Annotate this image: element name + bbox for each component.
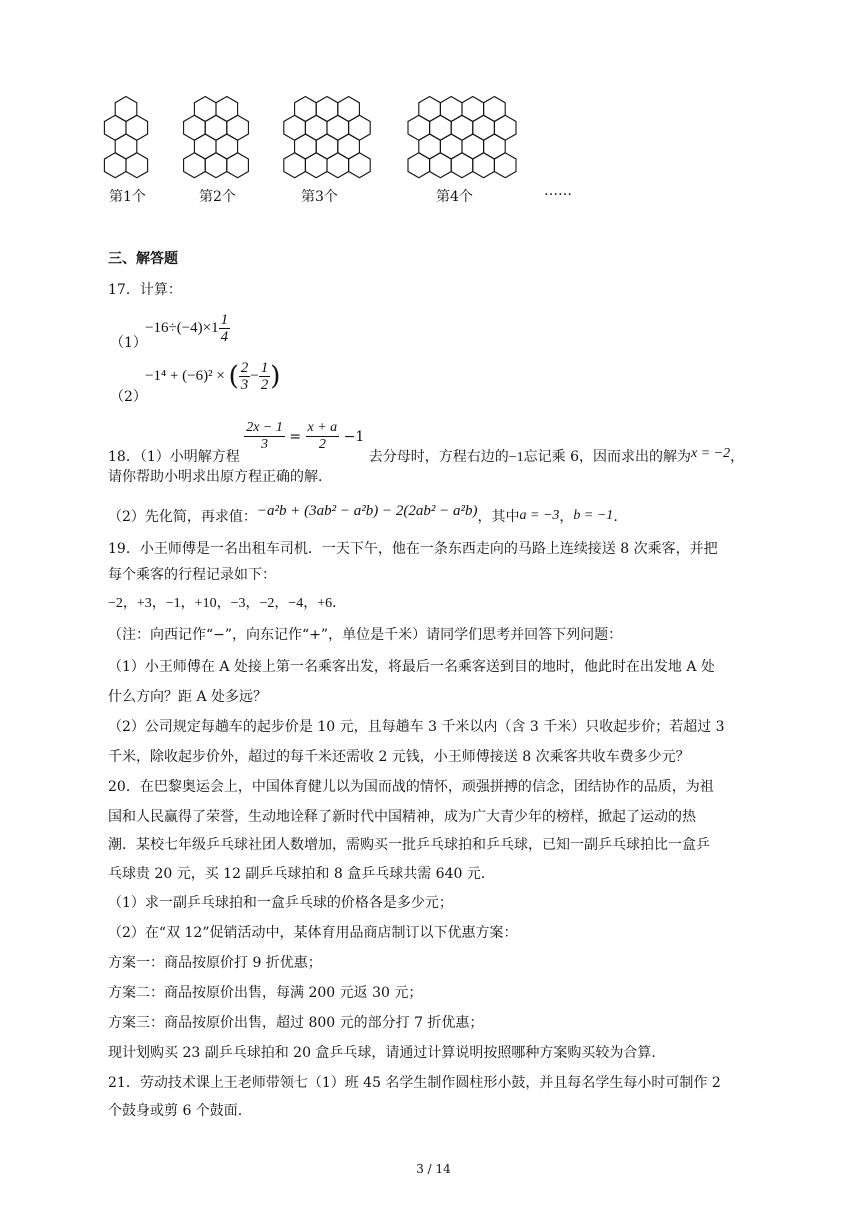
figure-1 bbox=[104, 97, 147, 178]
q18-frac2 bbox=[306, 420, 340, 453]
q17-p2-f2-num: 1 bbox=[260, 360, 269, 376]
q18-part2 bbox=[108, 500, 618, 525]
q20-line2: 国和人民赢得了荣誉，生动地诠释了新时代中国精神，成为广大青少年的榜样，掀起了运动的热 bbox=[108, 809, 696, 825]
q18-p2-a-value: a = −3 bbox=[519, 508, 560, 523]
q20-line7: 方案一：商品按原价打 9 折优惠； bbox=[108, 955, 322, 971]
hexagon-cell bbox=[327, 153, 349, 178]
q18-text-a: 18．（1）小明解方程 bbox=[108, 448, 240, 465]
hexagon-cell bbox=[227, 153, 249, 178]
q18-text-b: 去分母时，方程右边的 bbox=[368, 448, 509, 465]
q18-p2-period: . bbox=[613, 509, 618, 525]
q17-part2-expr: −1⁴ + (−6)² × ( $\frac{2}{3}$ − $\frac{1}{2}$ ) bbox=[145, 360, 281, 393]
q20-line3: 潮．某校七年级乒乓球社团人数增加，需购买一批乒乓球拍和乒乓球，已知一副乒乓球拍比一盒乒 bbox=[108, 837, 710, 853]
q17-p2-f1-den: 3 bbox=[240, 377, 249, 393]
q20-line8: 方案二：商品按原价出售，每满 200 元返 30 元； bbox=[108, 985, 423, 1001]
q17-p2-f2-den: 2 bbox=[260, 377, 269, 393]
hexagon-cell bbox=[430, 153, 452, 178]
figure-caption-2: 第2个 bbox=[199, 189, 236, 205]
q20-line4: 乓球贵 20 元，买 12 副乒乓球拍和 8 盒乒乓球共需 640 元． bbox=[108, 866, 495, 882]
q18-p2-expr: −a²b + (3ab² − a²b) − 2(2ab² − a²b) bbox=[256, 503, 478, 519]
q18-text-d: ， bbox=[730, 448, 745, 465]
q19-line2: 每个乘客的行程记录如下： bbox=[108, 567, 276, 583]
q17-p2-f1-num: 2 bbox=[240, 360, 249, 376]
q19-line1: 19．小王师傅是一名出租车司机．一天下午，他在一条东西走向的马路上连续接送 8 次乘客，并把 bbox=[108, 541, 718, 557]
hexagon-cell bbox=[473, 153, 495, 178]
q18-f2-den: 2 bbox=[318, 437, 326, 452]
q19-line6: 什么方向？距 A 处多远？ bbox=[108, 689, 268, 705]
hexagon-cell bbox=[126, 153, 148, 178]
q17-stem: 17．计算： bbox=[108, 282, 182, 298]
hexagon-cell bbox=[408, 153, 430, 178]
q17-part1-expr bbox=[145, 312, 230, 345]
q20-line6: （2）在“双 12”促销活动中，某体育用品商店制订以下优惠方案： bbox=[108, 925, 518, 941]
hexagon-cell bbox=[284, 153, 306, 178]
section-title: 三、解答题 bbox=[108, 251, 178, 267]
q17-part1-fraction bbox=[219, 312, 231, 345]
q20-line5: （1）求一副乒乓球拍和一盒乒乓球的价格各是多少元； bbox=[108, 895, 453, 911]
hexagon-cell bbox=[451, 153, 473, 178]
q18-eq: = bbox=[289, 428, 302, 445]
q18-m1: −1 bbox=[508, 449, 524, 465]
q18-p2-text-a: （2）先化简，再求值： bbox=[108, 509, 257, 525]
q19-line8: 千米，除收起步价外，超过的每千米还需收 2 元钱，小王师傅接送 8 次乘客共收车费多少元？ bbox=[108, 749, 690, 765]
q17-part2-expr-text: −1⁴ + (−6)² × bbox=[145, 367, 225, 384]
q18-m2: x = −2 bbox=[690, 445, 731, 461]
q17-part1-label: （1） bbox=[110, 335, 147, 351]
hexagon-cell bbox=[349, 153, 371, 178]
hexagon-cell bbox=[184, 153, 206, 178]
figure-2 bbox=[184, 97, 249, 178]
q20-line9: 方案三：商品按原价出售，超过 800 元的部分打 7 折优惠； bbox=[108, 1015, 484, 1031]
page-number: 3 / 14 bbox=[416, 1162, 451, 1176]
q18-p2-comma: ， bbox=[559, 509, 574, 525]
hexagon-cell bbox=[104, 153, 126, 178]
q21-line1: 21．劳动技术课上王老师带领七（1）班 45 名学生制作圆柱形小鼓，并且每名学生每小时可制作 2 bbox=[108, 1075, 721, 1091]
figure-ellipsis: …… bbox=[544, 183, 572, 199]
figure-3 bbox=[284, 97, 370, 178]
hexagon-cell bbox=[494, 153, 516, 178]
q17-part2-label: （2） bbox=[110, 389, 147, 405]
q18-p2-text-b: ，其中 bbox=[477, 509, 520, 525]
q17-p2-minus: − bbox=[250, 367, 259, 384]
q19-line5: （1）小王师傅在 A 处接上第一名乘客出发，将最后一名乘客送到目的地时，他此时在出发地 A 处 bbox=[108, 659, 715, 675]
figure-caption-1: 第1个 bbox=[109, 189, 146, 205]
q17-part1-expr-text: −16÷(−4)×1 bbox=[145, 319, 219, 336]
hexagon-cell bbox=[305, 153, 327, 178]
q18-tail: −1 bbox=[343, 428, 365, 445]
q18-part1-line1 bbox=[108, 414, 745, 465]
q18-f1-num: 2x − 1 bbox=[246, 420, 283, 435]
q17-part2-frac1 bbox=[239, 360, 251, 393]
q17-part2-frac2 bbox=[259, 360, 271, 393]
q18-f1-den: 3 bbox=[261, 437, 269, 452]
q18-p2-b-value: b = −1 bbox=[573, 508, 614, 523]
q17-frac-den: 4 bbox=[220, 329, 229, 345]
figure-caption-4: 第4个 bbox=[436, 189, 473, 205]
q18-text-c: 忘记乘 6，因而求出的解为 bbox=[523, 448, 691, 465]
figure-caption-3: 第3个 bbox=[301, 189, 338, 205]
q19-line7: （2）公司规定每趟车的起步价是 10 元，且每趟车 3 千米以内（含 3 千米）只收起步价；若超过 3 bbox=[108, 719, 725, 735]
q20-line1: 20．在巴黎奥运会上，中国体育健儿以为国而战的情怀，顽强拼搏的信念，团结协作的品质，为祖 bbox=[108, 779, 714, 795]
q19-line3: −2，+3，−1，+10，−3，−2，−4，+6． bbox=[108, 596, 347, 611]
q19-line4: （注：向西记作“−”，向东记作“+”，单位是千米）请同学们思考并回答下列问题： bbox=[108, 627, 623, 643]
q18-f2-num: x + a bbox=[307, 420, 338, 435]
hexagon-figures bbox=[90, 95, 530, 180]
q18-frac1 bbox=[244, 420, 285, 453]
q17-frac-num: 1 bbox=[220, 312, 229, 328]
hexagon-cell bbox=[205, 153, 227, 178]
q21-line2: 个鼓身或剪 6 个鼓面. bbox=[108, 1103, 243, 1119]
figure-4 bbox=[408, 97, 516, 178]
q18-part1-line2: 请你帮助小明求出原方程正确的解. bbox=[108, 469, 323, 485]
q20-line10: 现计划购买 23 副乒乓球拍和 20 盒乒乓球，请通过计算说明按照哪种方案购买较为合算. bbox=[108, 1045, 656, 1061]
